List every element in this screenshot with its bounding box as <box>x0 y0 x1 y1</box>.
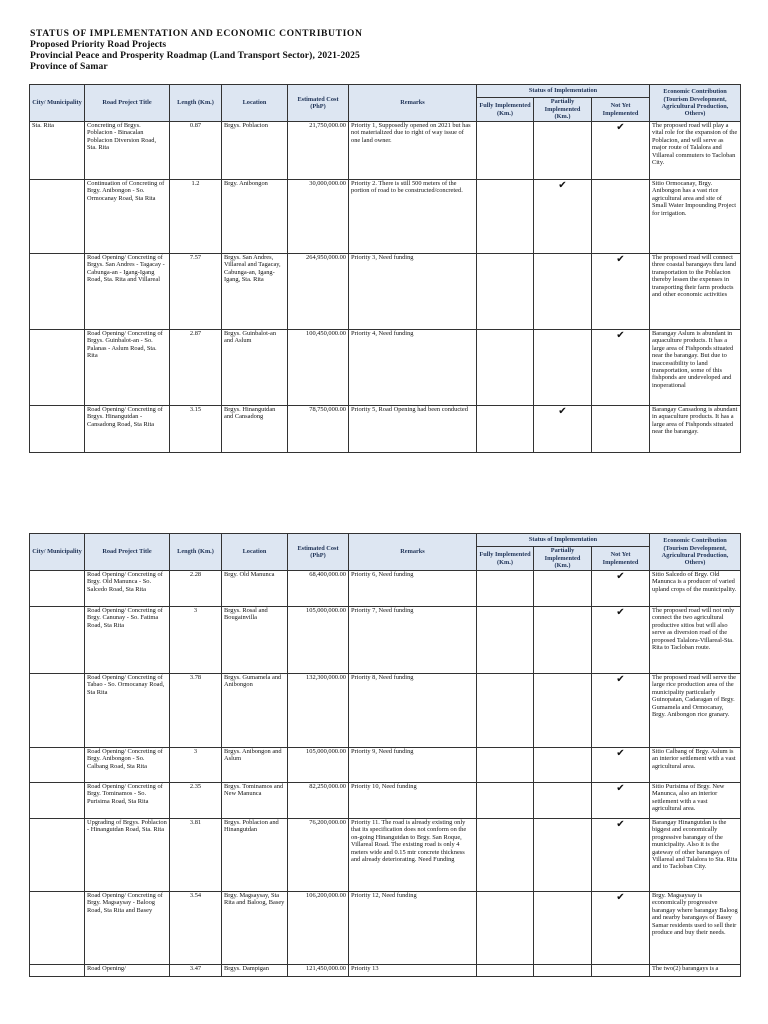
cell-location: Brgys. Rosal and Bougainvilla <box>222 607 288 674</box>
cell-status-partially <box>534 819 592 892</box>
cell-length: 2.35 <box>170 783 222 819</box>
cell-status-notyet <box>592 406 650 453</box>
cell-length: 7.57 <box>170 254 222 330</box>
table-row <box>30 406 741 453</box>
cell-location: Brgys. Anibongon and Aslum <box>222 748 288 783</box>
cell-status-partially <box>534 965 592 977</box>
cell-city <box>30 892 85 965</box>
cell-road-title: Road Opening/ <box>85 965 170 977</box>
cell-status-fully <box>477 674 534 748</box>
cell-economic-contribution: Brgy. Magsaysay is economically progressive barangay where barangay Baloog and nearby barangays of Basey Samar residents used to sell their produce and buy their needs. <box>650 892 741 965</box>
header-fully: Fully Implemented (Km.) <box>477 547 534 571</box>
cell-economic-contribution: The proposed road will connect three coastal barangays thru land transportation to the Poblacion thereby lessen the expenses in transporting their farm products and other economic activities <box>650 254 741 330</box>
cell-city <box>30 406 85 453</box>
cell-cost: 106,200,000.00 <box>288 892 349 965</box>
cell-economic-contribution: Sitio Calbang of Brgy. Aslum is an interior settlement with a vast agricultural area. <box>650 748 741 783</box>
cell-status-fully <box>477 783 534 819</box>
cell-cost: 132,300,000.00 <box>288 674 349 748</box>
cell-city <box>30 571 85 607</box>
cell-status-notyet <box>592 819 650 892</box>
cell-length: 1.2 <box>170 180 222 254</box>
cell-status-partially <box>534 783 592 819</box>
cell-location: Brgys. San Andres, Villareal and Tagacay, Cabunga-an, Igang-Igang, Sta. Rita <box>222 254 288 330</box>
cell-road-title: Road Opening/ Concreting of Brgy. Magsaysay - Baloog Road, Sta Rita and Basey <box>85 892 170 965</box>
cell-remarks: Priority 7, Need funding <box>349 607 477 674</box>
cell-remarks: Priority 10, Need funding <box>349 783 477 819</box>
cell-city <box>30 748 85 783</box>
cell-length: 0.87 <box>170 122 222 180</box>
table-row <box>30 330 741 406</box>
cell-remarks: Priority 8, Need funding <box>349 674 477 748</box>
cell-status-notyet <box>592 892 650 965</box>
cell-remarks: Priority 6, Need funding <box>349 571 477 607</box>
table-row <box>30 892 741 965</box>
cell-status-partially <box>534 674 592 748</box>
cell-length: 3 <box>170 607 222 674</box>
title-line-4: Province of Samar <box>30 61 108 72</box>
cell-length: 3.54 <box>170 892 222 965</box>
cell-status-fully <box>477 892 534 965</box>
header-partially: Partially Implemented (Km.) <box>534 547 592 571</box>
title-line-3: Provincial Peace and Prosperity Roadmap (Land Transport Sector), 2021-2025 <box>30 50 360 61</box>
cell-length: 3.78 <box>170 674 222 748</box>
cell-economic-contribution: Sitio Purisima of Brgy. New Manunca, also an interior settlement with a vast agricultural area. <box>650 783 741 819</box>
cell-length: 3 <box>170 748 222 783</box>
check-icon: ✔ <box>616 254 625 265</box>
header-partially: Partially Implemented (Km.) <box>534 98 592 122</box>
header-title: Road Project Title <box>85 534 170 571</box>
cell-status-notyet <box>592 607 650 674</box>
cell-road-title: Road Opening/ Concreting of Brgy. Canunay - So. Fatima Road, Sta Rita <box>85 607 170 674</box>
cell-city <box>30 180 85 254</box>
check-icon: ✔ <box>616 748 625 759</box>
cell-status-notyet <box>592 180 650 254</box>
check-icon: ✔ <box>616 571 625 582</box>
table-row <box>30 674 741 748</box>
table-row <box>30 783 741 819</box>
table-row <box>30 607 741 674</box>
cell-economic-contribution: Barangay Aslum is abundant in aquaculture products. It has a large area of Fishponds situated near the barangay. But due to inaccessibility to land transportation, some of this fishponds are undeveloped and inoperational <box>650 330 741 406</box>
cell-location: Brgys. Poblacion and Hinangutdan <box>222 819 288 892</box>
cell-economic-contribution: Sitio Salcedo of Brgy. Old Manunca is a producer of varied upland crops of the municipality. <box>650 571 741 607</box>
cell-remarks: Priority 9, Need funding <box>349 748 477 783</box>
cell-remarks: Priority 3, Need funding <box>349 254 477 330</box>
cell-status-partially <box>534 330 592 406</box>
header-title: Road Project Title <box>85 85 170 122</box>
check-icon: ✔ <box>616 674 625 685</box>
cell-remarks: Priority 2. There is still 500 meters of the portion of road to be constructed/concreted. <box>349 180 477 254</box>
cell-remarks: Priority 5, Road Opening had been conducted <box>349 406 477 453</box>
check-icon: ✔ <box>558 406 567 417</box>
check-icon: ✔ <box>616 122 625 133</box>
cell-economic-contribution: The proposed road will serve the large rice production area of the municipality particularly Guinopatan, Cadaragan of Brgy. Gumamela and Ormocanay, Brgy. Anibongon rice granary. <box>650 674 741 748</box>
cell-length: 2.87 <box>170 330 222 406</box>
cell-city <box>30 607 85 674</box>
cell-status-partially <box>534 607 592 674</box>
cell-cost: 105,000,000.00 <box>288 748 349 783</box>
header-location: Location <box>222 85 288 122</box>
cell-road-title: Upgrading of Brgys. Poblacion - Hinangutdan Road, Sta. Rita <box>85 819 170 892</box>
cell-cost: 30,000,000.00 <box>288 180 349 254</box>
header-econ: Economic Contribution (Tourism Development, Agricultural Production, Others) <box>650 534 741 571</box>
road-projects-table-2 <box>29 533 741 977</box>
cell-cost: 100,450,000.00 <box>288 330 349 406</box>
check-icon: ✔ <box>616 819 625 830</box>
cell-status-partially <box>534 122 592 180</box>
cell-status-partially <box>534 254 592 330</box>
cell-status-fully <box>477 819 534 892</box>
cell-status-notyet <box>592 254 650 330</box>
cell-length: 3.47 <box>170 965 222 977</box>
road-projects-table-1 <box>29 84 741 453</box>
header-city: City/ Municipality <box>30 534 85 571</box>
cell-status-fully <box>477 180 534 254</box>
cell-city <box>30 330 85 406</box>
cell-status-notyet <box>592 748 650 783</box>
cell-economic-contribution: The proposed road will not only connect the two agricultural productive sitios but will also serve as diversion road of the proposed Talalora-Villareal-Sta. Rita to Tacloban route. <box>650 607 741 674</box>
cell-location: Brgys. Hinangutdan and Cansadong <box>222 406 288 453</box>
cell-cost: 76,200,000.00 <box>288 819 349 892</box>
cell-city <box>30 965 85 977</box>
table-row <box>30 254 741 330</box>
header-fully: Fully Implemented (Km.) <box>477 98 534 122</box>
check-icon: ✔ <box>616 330 625 341</box>
header-status: Status of Implementation <box>477 534 650 547</box>
header-length: Length (Km.) <box>170 534 222 571</box>
header-location: Location <box>222 534 288 571</box>
cell-status-fully <box>477 406 534 453</box>
header-remarks: Remarks <box>349 534 477 571</box>
cell-cost: 121,450,000.00 <box>288 965 349 977</box>
cell-economic-contribution: Barangay Cansadong is abundant in aquaculture products. It has a large area of Fishponds situated near the barangay. <box>650 406 741 453</box>
cell-status-partially <box>534 406 592 453</box>
cell-economic-contribution: The proposed road will play a vital role for the expansion of the Poblacion, and will serve as major route of Talalora and Villareal commuters to Tacloban City. <box>650 122 741 180</box>
cell-cost: 264,950,000.00 <box>288 254 349 330</box>
cell-economic-contribution: Sitio Ormocanay, Brgy. Anibongon has a vast rice agricultural area and site of Small Water Impounding Project for irrigation. <box>650 180 741 254</box>
table-row <box>30 965 741 977</box>
cell-cost: 21,750,000.00 <box>288 122 349 180</box>
cell-road-title: Road Opening/ Concreting of Brgy. Anibongon - So. Calbang Road, Sta Rita <box>85 748 170 783</box>
cell-cost: 105,000,000.00 <box>288 607 349 674</box>
cell-location: Brgys. Poblacion <box>222 122 288 180</box>
cell-road-title: Concreting of Brgys. Poblacion - Binacalan Poblacion Diversion Road, Sta. Rita <box>85 122 170 180</box>
cell-status-notyet <box>592 330 650 406</box>
cell-city <box>30 674 85 748</box>
header-length: Length (Km.) <box>170 85 222 122</box>
cell-length: 2.28 <box>170 571 222 607</box>
cell-remarks: Priority 13 <box>349 965 477 977</box>
cell-status-notyet <box>592 674 650 748</box>
cell-status-fully <box>477 571 534 607</box>
table-row <box>30 122 741 180</box>
header-notyet: Not Yet Implemented <box>592 98 650 122</box>
cell-road-title: Road Opening/ Concreting of Brgys. Hinangutdan - Cansadong Road, Sta Rita <box>85 406 170 453</box>
cell-cost: 68,400,000.00 <box>288 571 349 607</box>
check-icon: ✔ <box>616 607 625 618</box>
cell-remarks: Priority 11. The road is already existing only that its specification does not conform on the on-going Hinangutdan to Brgy. San Roque, Villareal Road. The existing road is only 4 meters wide and 0.15 mtr concrete thickness and already deteriorating. Need Funding <box>349 819 477 892</box>
cell-status-fully <box>477 965 534 977</box>
cell-remarks: Priority 4, Need funding <box>349 330 477 406</box>
cell-road-title: Continuation of Concreting of Brgy. Anibongon - So. Ormocanay Road, Sta Rita <box>85 180 170 254</box>
cell-remarks: Priority 12, Need funding <box>349 892 477 965</box>
cell-status-fully <box>477 254 534 330</box>
check-icon: ✔ <box>616 783 625 794</box>
header-econ: Economic Contribution (Tourism Development, Agricultural Production, Others) <box>650 85 741 122</box>
cell-status-fully <box>477 748 534 783</box>
cell-status-notyet <box>592 783 650 819</box>
cell-location: Brgys. Dampigan <box>222 965 288 977</box>
cell-road-title: Road Opening/ Concreting of Brgy. Tominamos - So. Purisima Road, Sta Rita <box>85 783 170 819</box>
title-line-2: Proposed Priority Road Projects <box>30 39 167 50</box>
cell-status-notyet <box>592 571 650 607</box>
cell-remarks: Priority 1, Supposedly opened on 2021 but has not materialized due to right of way issue of one land owner. <box>349 122 477 180</box>
cell-cost: 82,250,000.00 <box>288 783 349 819</box>
header-status: Status of Implementation <box>477 85 650 98</box>
cell-city: Sta. Rita <box>30 122 85 180</box>
cell-length: 3.81 <box>170 819 222 892</box>
cell-city <box>30 819 85 892</box>
cell-length: 3.15 <box>170 406 222 453</box>
header-city: City/ Municipality <box>30 85 85 122</box>
check-icon: ✔ <box>558 180 567 191</box>
cell-road-title: Road Opening/ Concreting of Tabao - So. Ormocanay Road, Sta Rita <box>85 674 170 748</box>
cell-status-fully <box>477 122 534 180</box>
cell-location: Brgys. Tominamos and New Manunca <box>222 783 288 819</box>
cell-status-notyet <box>592 965 650 977</box>
table-row <box>30 571 741 607</box>
header-notyet: Not Yet Implemented <box>592 547 650 571</box>
cell-location: Brgys. Gumamela and Anibongon <box>222 674 288 748</box>
cell-economic-contribution: Barangay Hinangutdan is the biggest and economically progressive barangay of the municipality. Also it is the gateway of other barangays of Villareal and Talalora to Sta. Rita and to Tacloban City. <box>650 819 741 892</box>
cell-road-title: Road Opening/ Concreting of Brgys. San Andres - Tagacay - Cabunga-an - Igang-Igang Road, Sta. Rita and Villareal <box>85 254 170 330</box>
cell-status-partially <box>534 748 592 783</box>
table-row <box>30 819 741 892</box>
cell-city <box>30 783 85 819</box>
cell-cost: 78,750,000.00 <box>288 406 349 453</box>
cell-status-fully <box>477 607 534 674</box>
cell-road-title: Road Opening/ Concreting of Brgy. Old Manunca - So. Salcedo Road, Sta Rita <box>85 571 170 607</box>
cell-status-notyet <box>592 122 650 180</box>
header-remarks: Remarks <box>349 85 477 122</box>
table-row <box>30 180 741 254</box>
cell-status-partially <box>534 180 592 254</box>
header-cost: Estimated Cost (PhP) <box>288 85 349 122</box>
table-row <box>30 748 741 783</box>
cell-economic-contribution: The two(2) barangays is a <box>650 965 741 977</box>
cell-status-partially <box>534 892 592 965</box>
document-title-block <box>30 28 730 72</box>
cell-status-partially <box>534 571 592 607</box>
cell-location: Brgys. Guinbalot-an and Aslum <box>222 330 288 406</box>
cell-road-title: Road Opening/ Concreting of Brgys. Guinbalot-an - So. Palanas - Aslum Road, Sta. Rita <box>85 330 170 406</box>
title-line-1: STATUS OF IMPLEMENTATION AND ECONOMIC CONTRIBUTION <box>30 28 363 39</box>
cell-location: Brgy. Anibongon <box>222 180 288 254</box>
cell-location: Brgy. Magsaysay, Sta Rita and Baloog, Basey <box>222 892 288 965</box>
cell-location: Brgy. Old Manunca <box>222 571 288 607</box>
cell-status-fully <box>477 330 534 406</box>
cell-city <box>30 254 85 330</box>
header-cost: Estimated Cost (PhP) <box>288 534 349 571</box>
check-icon: ✔ <box>616 892 625 903</box>
